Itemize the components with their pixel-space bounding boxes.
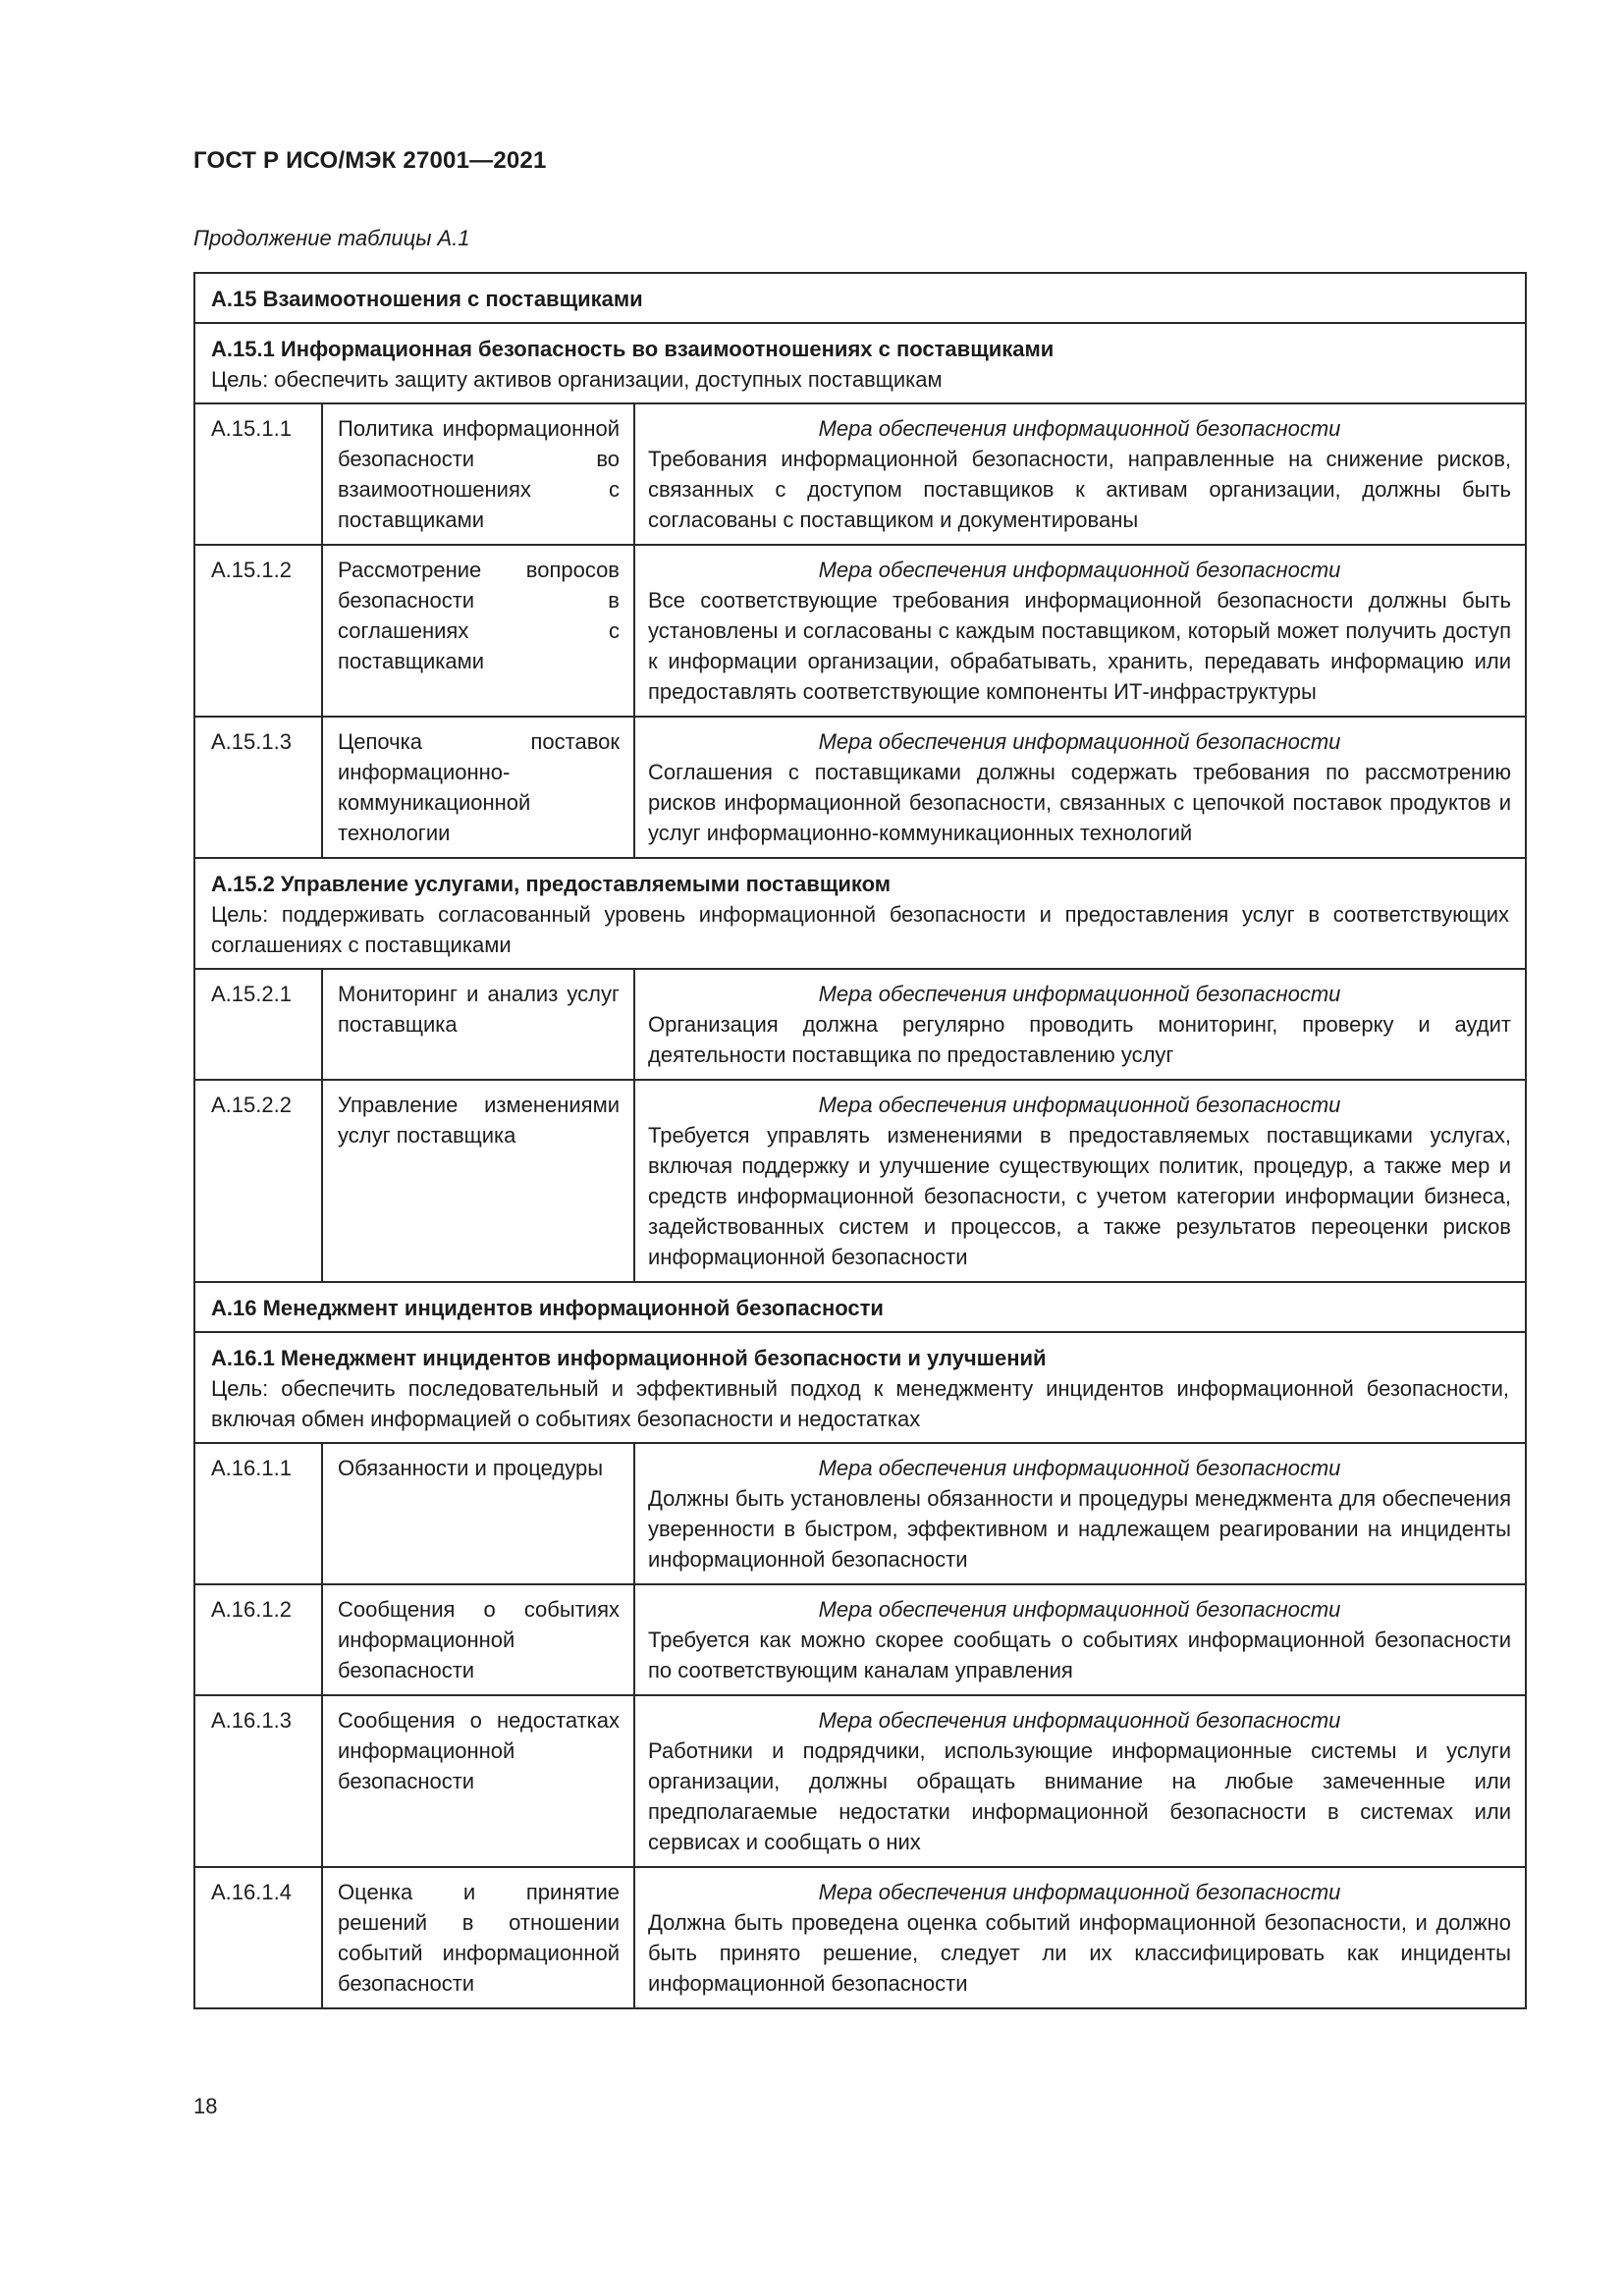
control-measure-label: Мера обеспечения информационной безопасности bbox=[818, 1708, 1341, 1733]
control-row bbox=[194, 969, 1526, 1080]
control-measure-label: Мера обеспечения информационной безопасности bbox=[818, 558, 1341, 582]
control-measure-label: Мера обеспечения информационной безопасности bbox=[818, 1456, 1341, 1480]
control-id: А.15.2.2 bbox=[194, 1080, 322, 1282]
control-name: Оценка и принятие решений в отношении событий информационной безопасности bbox=[322, 1867, 634, 2008]
page-number: 18 bbox=[193, 2094, 218, 2118]
control-measure-label: Мера обеспечения информационной безопасности bbox=[818, 1597, 1341, 1622]
control-description: Должна быть проведена оценка событий информационной безопасности, и должно быть принято решение, следует ли их классифицировать как инциденты информационной безопасности bbox=[648, 1910, 1511, 1996]
control-name: Политика информационной безопасности во взаимоотношениях с поставщиками bbox=[322, 403, 634, 545]
control-measure-label: Мера обеспечения информационной безопасности bbox=[818, 416, 1341, 441]
control-name: Управление изменениями услуг поставщика bbox=[322, 1080, 634, 1282]
control-description: Требования информационной безопасности, направленные на снижение рисков, связанных с доступом поставщиков к активам организации, должны быть согласованы с поставщиком и документированы bbox=[648, 447, 1511, 532]
control-id: А.15.1.3 bbox=[194, 717, 322, 858]
control-id: А.15.1.1 bbox=[194, 403, 322, 545]
control-description: Должны быть установлены обязанности и процедуры менеджмента для обеспечения уверенности в быстром, эффективном и надлежащем реагировании на инциденты информационной безопасности bbox=[648, 1486, 1511, 1572]
control-name: Мониторинг и анализ услуг поставщика bbox=[322, 969, 634, 1080]
control-row bbox=[194, 1443, 1526, 1584]
control-id: А.15.1.2 bbox=[194, 545, 322, 717]
control-row bbox=[194, 1080, 1526, 1282]
subsection-goal: Цель: обеспечить последовательный и эффективный подход к менеджменту инцидентов информационной безопасности, включая обмен информацией о событиях безопасности и недостатках bbox=[211, 1376, 1509, 1431]
subsection-title: А.15.1 Информационная безопасность во взаимоотношениях с поставщиками bbox=[211, 337, 1055, 361]
table-caption: Продолжение таблицы А.1 bbox=[193, 226, 470, 250]
control-row bbox=[194, 1584, 1526, 1695]
control-row bbox=[194, 717, 1526, 858]
control-description: Соглашения с поставщиками должны содержать требования по рассмотрению рисков информационной безопасности, связанных с цепочкой поставок продуктов и услуг информационно-коммуникационных технологий bbox=[648, 760, 1511, 845]
subsection-goal: Цель: обеспечить защиту активов организации, доступных поставщикам bbox=[211, 367, 943, 392]
control-description: Организация должна регулярно проводить мониторинг, проверку и аудит деятельности поставщика по предоставлению услуг bbox=[648, 1012, 1511, 1067]
control-id: А.16.1.4 bbox=[194, 1867, 322, 2008]
control-id: А.16.1.3 bbox=[194, 1695, 322, 1867]
control-row bbox=[194, 545, 1526, 717]
subsection-title: А.16.1 Менеджмент инцидентов информационной безопасности и улучшений bbox=[211, 1346, 1047, 1370]
subsection-goal: Цель: поддерживать согласованный уровень информационной безопасности и предоставления услуг в соответствующих соглашениях с поставщиками bbox=[211, 902, 1509, 957]
control-name: Рассмотрение вопросов безопасности в соглашениях с поставщиками bbox=[322, 545, 634, 717]
control-measure-label: Мера обеспечения информационной безопасности bbox=[818, 982, 1341, 1006]
control-name: Сообщения о недостатках информационной безопасности bbox=[322, 1695, 634, 1867]
control-description: Требуется как можно скорее сообщать о событиях информационной безопасности по соответствующим каналам управления bbox=[648, 1628, 1511, 1682]
subsection-title: А.15.2 Управление услугами, предоставляемыми поставщиком bbox=[211, 872, 892, 896]
control-id: А.16.1.1 bbox=[194, 1443, 322, 1584]
section-row bbox=[194, 1282, 1526, 1332]
control-description: Работники и подрядчики, использующие информационные системы и услуги организации, должны обращать внимание на любые замеченные или предполагаемые недостатки информационной безопасности в системах или сервисах и сообщать о них bbox=[648, 1738, 1511, 1854]
control-row bbox=[194, 1867, 1526, 2008]
document-header: ГОСТ Р ИСО/МЭК 27001—2021 bbox=[193, 147, 547, 174]
control-row bbox=[194, 403, 1526, 545]
control-id: А.16.1.2 bbox=[194, 1584, 322, 1695]
controls-table bbox=[193, 272, 1527, 2009]
section-title: А.15 Взаимоотношения с поставщиками bbox=[211, 287, 643, 311]
control-measure-label: Мера обеспечения информационной безопасности bbox=[818, 1880, 1341, 1904]
control-description: Все соответствующие требования информационной безопасности должны быть установлены и согласованы с каждым поставщиком, который может получить доступ к информации организации, обрабатывать, хранить, передавать информацию или предоставлять соответствующие компоненты ИТ-инфраструктуры bbox=[648, 588, 1511, 704]
section-row bbox=[194, 273, 1526, 323]
section-title: А.16 Менеджмент инцидентов информационной безопасности bbox=[211, 1296, 884, 1320]
control-measure-label: Мера обеспечения информационной безопасности bbox=[818, 729, 1341, 754]
subsection-row bbox=[194, 858, 1526, 969]
control-description: Требуется управлять изменениями в предоставляемых поставщиками услугах, включая поддержку и улучшение существующих политик, процедур, а также мер и средств информационной безопасности, с учетом категории информации бизнеса, задействованных систем и процессов, а также результатов переоценки рисков информационной безопасности bbox=[648, 1123, 1511, 1269]
control-name: Сообщения о событиях информационной безопасности bbox=[322, 1584, 634, 1695]
control-measure-label: Мера обеспечения информационной безопасности bbox=[818, 1093, 1341, 1117]
control-row bbox=[194, 1695, 1526, 1867]
control-name: Цепочка поставок информационно-коммуникационной технологии bbox=[322, 717, 634, 858]
subsection-row bbox=[194, 1332, 1526, 1443]
control-id: А.15.2.1 bbox=[194, 969, 322, 1080]
control-name: Обязанности и процедуры bbox=[322, 1443, 634, 1584]
subsection-row bbox=[194, 323, 1526, 403]
